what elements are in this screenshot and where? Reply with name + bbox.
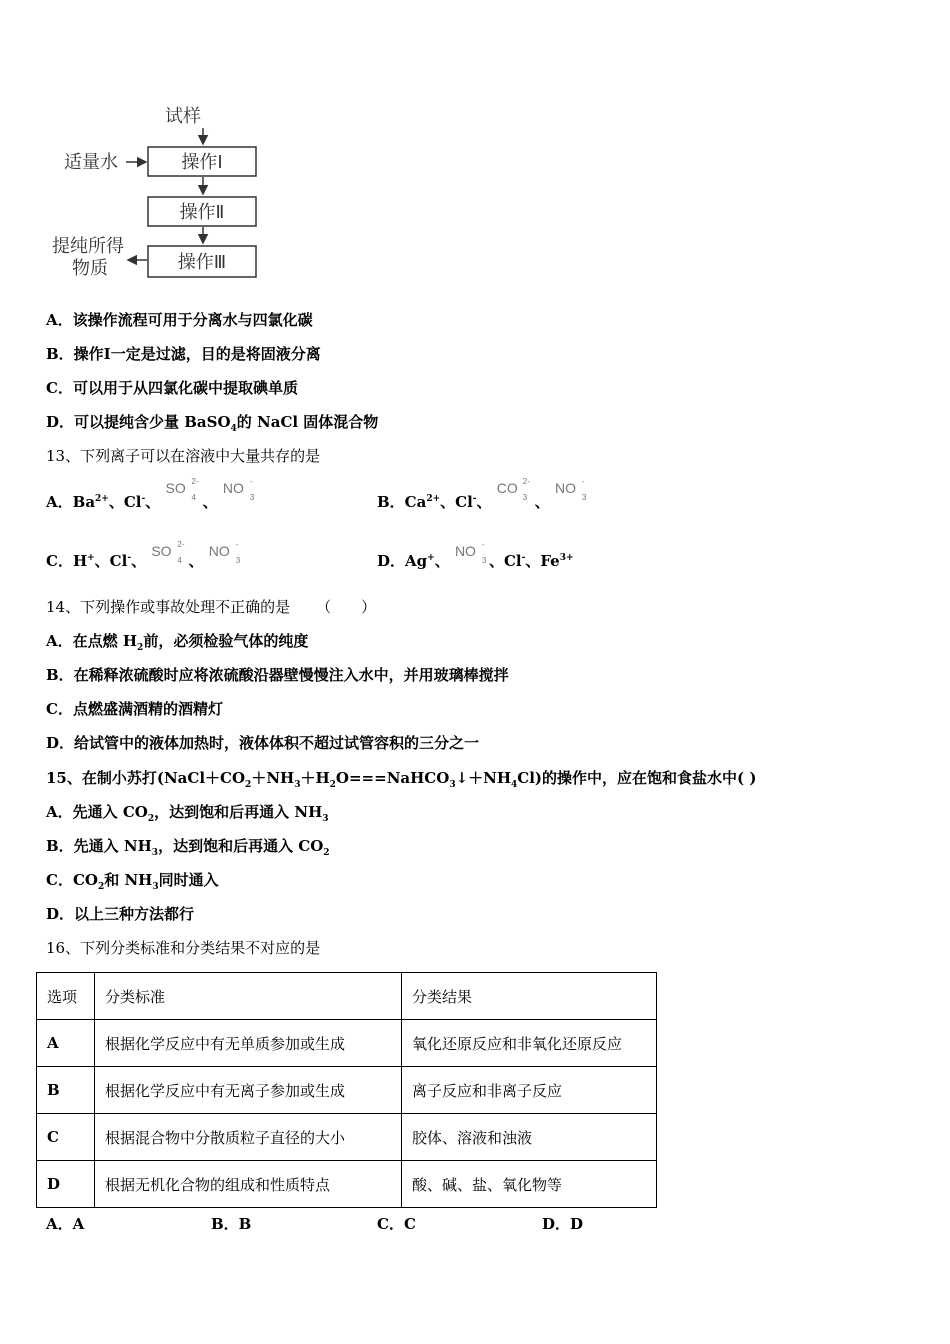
q14-blank: （ ） — [316, 598, 377, 616]
q14-option-c: C．点燃盛满酒精的酒精灯 — [46, 700, 223, 718]
table-cell: C — [37, 1114, 95, 1161]
table-cell: 根据化学反应中有无离子参加或生成 — [95, 1067, 402, 1114]
ion-no3: NO 3 - — [222, 477, 255, 502]
table-cell: 酸、碱、盐、氧化物等 — [402, 1161, 657, 1208]
flow-op1: 操作Ⅰ — [181, 152, 223, 173]
flow-output-line2: 物质 — [72, 258, 108, 279]
ion-no3: NO 3 - — [208, 540, 241, 565]
flowchart — [50, 100, 280, 285]
q15-option-a: A．先通入 $CO_2$，达到饱和后再通入 $NH_3$ — [46, 803, 329, 824]
q12-option-b: B．操作Ⅰ一定是过滤，目的是将固液分离 — [46, 345, 321, 363]
flow-op2: 操作Ⅱ — [179, 202, 225, 223]
q13-option-d: D．Ag+、 NO 3 - 、Cl-、$Fe^{3+}$ — [377, 540, 574, 570]
table-row — [37, 1067, 657, 1114]
flow-op3: 操作Ⅲ — [177, 252, 227, 273]
q15-option-b: B．先通入 $NH_3$，达到饱和后再通入 $CO_2$ — [46, 837, 330, 858]
q16-option-d: D．D — [542, 1215, 584, 1233]
table-cell: 氧化还原反应和非氧化还原反应 — [402, 1020, 657, 1067]
q12-option-a: A．该操作流程可用于分离水与四氯化碳 — [46, 311, 313, 329]
q13-option-b: B．$Ca^{2+}$、Cl-、 CO 3 2- 、 NO 3 - — [377, 477, 587, 511]
q15-stem: 15、在制小苏打$(NaCl+CO_2+NH_3+H_2O===NaHCO_3↓+NH_4Cl)$的操作中，应在饱和食盐水中( ) — [46, 769, 757, 790]
q13-option-c: C．H+、Cl-、 SO 4 2- 、 NO 3 - — [46, 540, 241, 570]
table-cell: 根据无机化合物的组成和性质特点 — [95, 1161, 402, 1208]
classification-table — [36, 972, 657, 1208]
ion-no3: NO 3 - — [454, 540, 487, 565]
table-cell: 离子反应和非离子反应 — [402, 1067, 657, 1114]
table-header-row — [37, 973, 657, 1020]
q16-option-c: C．C — [377, 1215, 416, 1233]
q14-option-b: B．在稀释浓硫酸时应将浓硫酸沿器壁慢慢注入水中，并用玻璃棒搅拌 — [46, 666, 509, 684]
ion-so4: SO 4 2- — [165, 477, 199, 502]
q14-stem: 14、下列操作或事故处理不正确的是 （ ） — [46, 598, 377, 616]
table-header-cell: 选项 — [37, 973, 95, 1020]
q12-option-d: D．可以提纯含少量 BaSO$_4$的 NaCl 固体混合物 — [46, 413, 379, 434]
table-cell: 胶体、溶液和浊液 — [402, 1114, 657, 1161]
ion-co3: CO 3 2- — [496, 477, 530, 502]
table-cell: 根据化学反应中有无单质参加或生成 — [95, 1020, 402, 1067]
flow-sample-label: 试样 — [165, 106, 201, 127]
q12-option-c: C．可以用于从四氯化碳中提取碘单质 — [46, 379, 298, 397]
flow-water-label: 适量水 — [64, 152, 118, 173]
q15-option-d: D．以上三种方法都行 — [46, 905, 195, 923]
ion-so4: SO 4 2- — [151, 540, 185, 565]
table-cell: D — [37, 1161, 95, 1208]
table-cell: A — [37, 1020, 95, 1067]
flow-output-line1: 提纯所得 — [52, 236, 124, 257]
q16-option-b: B．B — [211, 1215, 252, 1233]
q13-option-a: A．$Ba^{2+}$、Cl-、 SO 4 2- 、 NO 3 - — [46, 477, 255, 511]
table-row — [37, 1161, 657, 1208]
ion-no3: NO 3 - — [554, 477, 587, 502]
q16-option-a: A．A — [46, 1215, 85, 1233]
table-row — [37, 1020, 657, 1067]
q15-option-c: C．$CO_2$和 $NH_3$同时通入 — [46, 871, 219, 892]
table-cell: B — [37, 1067, 95, 1114]
q13-stem: 13、下列离子可以在溶液中大量共存的是 — [46, 447, 321, 465]
table-header-cell: 分类结果 — [402, 973, 657, 1020]
table-cell: 根据混合物中分散质粒子直径的大小 — [95, 1114, 402, 1161]
q14-option-a: A．在点燃 $H_2$前，必须检验气体的纯度 — [46, 632, 309, 653]
table-row — [37, 1114, 657, 1161]
q14-option-d: D．给试管中的液体加热时，液体体积不超过试管容积的三分之一 — [46, 734, 480, 752]
q16-stem: 16、下列分类标准和分类结果不对应的是 — [46, 939, 321, 957]
table-header-cell: 分类标准 — [95, 973, 402, 1020]
